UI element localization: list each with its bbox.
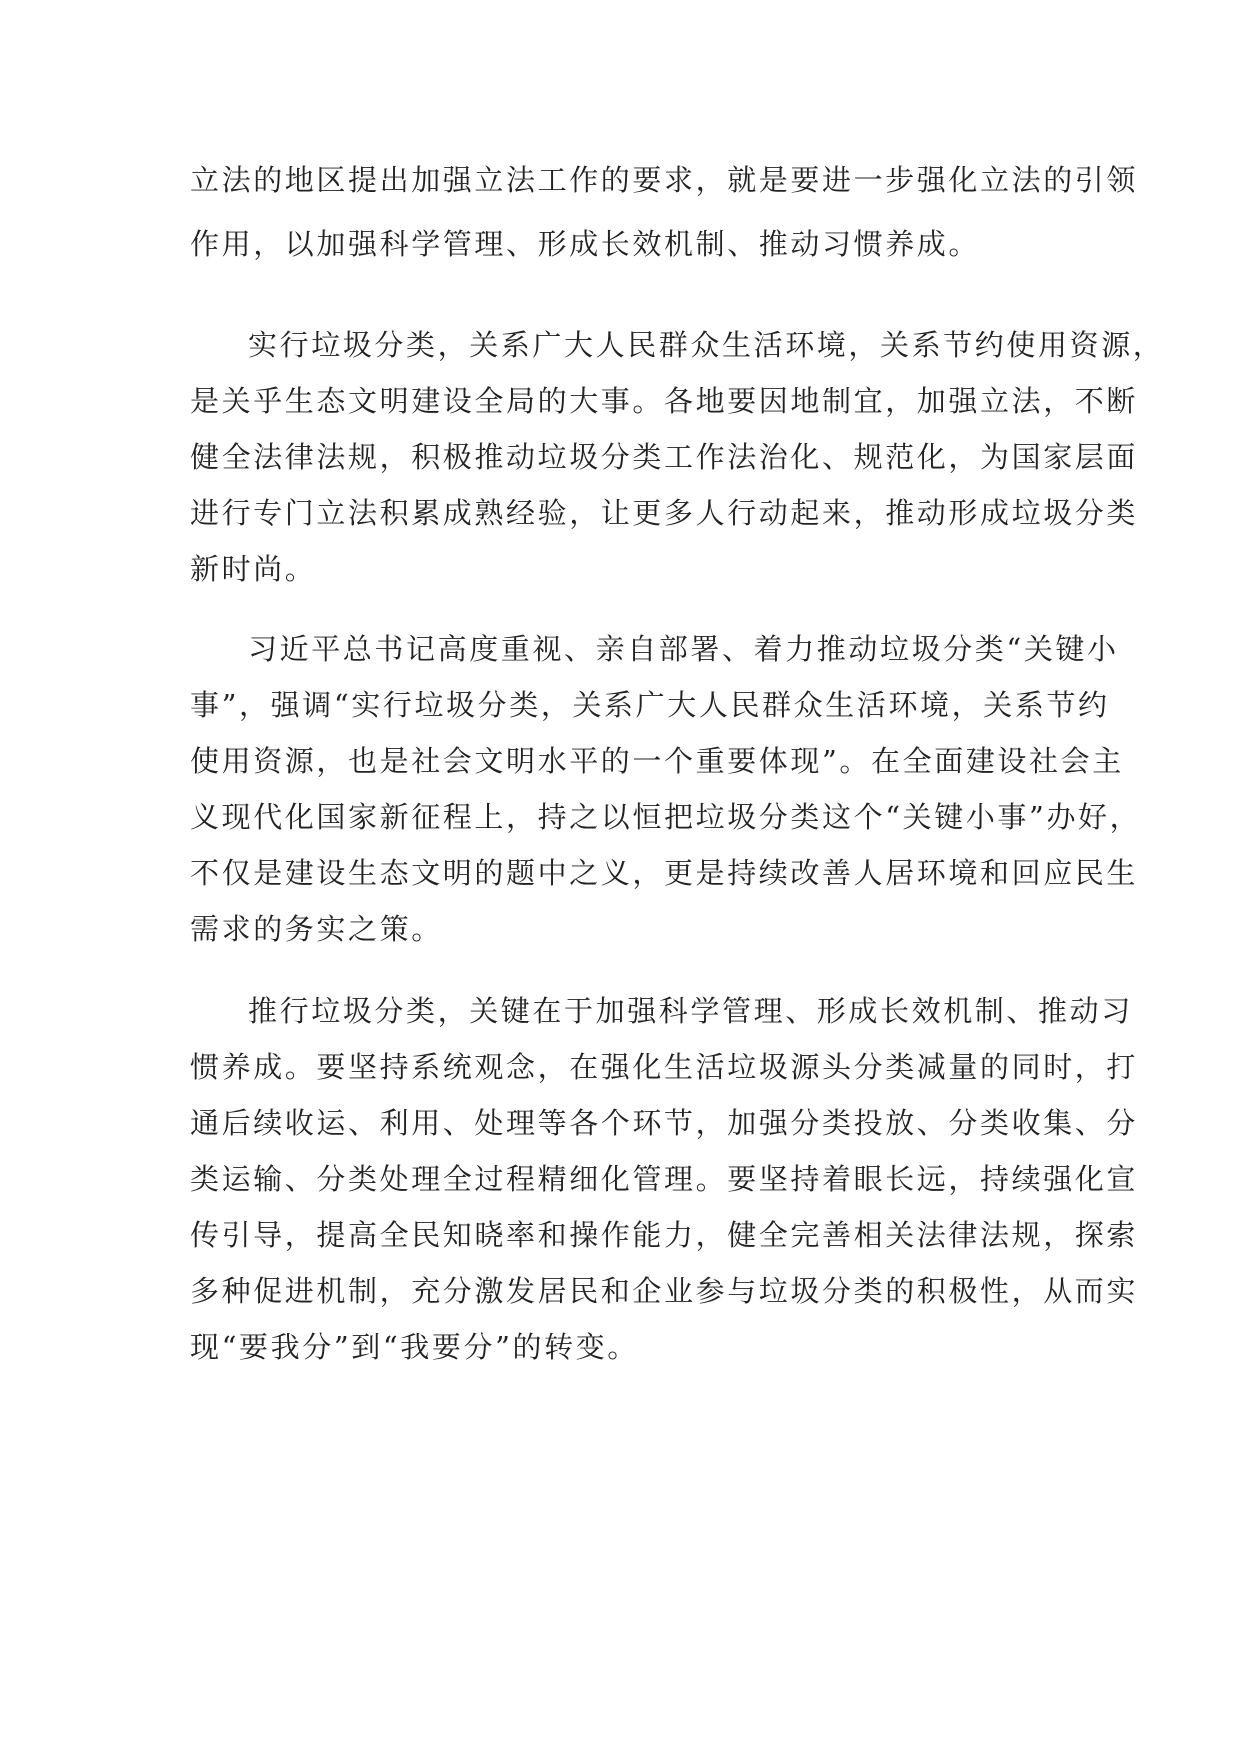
paragraph-line: 是关乎生态文明建设全局的大事。各地要因地制宜，加强立法，不断: [190, 384, 1139, 418]
paragraph-line: 实行垃圾分类，关系广大人民群众生活环境，关系节约使用资源，: [248, 328, 1165, 362]
paragraph-line: 惯养成。要坚持系统观念，在强化生活垃圾源头分类减量的同时，打: [190, 1050, 1139, 1084]
paragraph-line: 作用，以加强科学管理、形成长效机制、推动习惯养成。: [190, 227, 981, 261]
paragraph-line: 立法的地区提出加强立法工作的要求，就是要进一步强化立法的引领: [190, 163, 1139, 197]
paragraph-line: 义现代化国家新征程上，持之以恒把垃圾分类这个“关键小事”办好，: [190, 800, 1142, 834]
paragraph-line: 类运输、分类处理全过程精细化管理。要坚持着眼长远，持续强化宣: [190, 1162, 1139, 1196]
paragraph-line: 通后续收运、利用、处理等各个环节，加强分类投放、分类收集、分: [190, 1106, 1139, 1140]
paragraph-2: [190, 317, 1165, 597]
paragraph-line: 进行专门立法积累成熟经验，让更多人行动起来，推动形成垃圾分类: [190, 496, 1139, 530]
paragraph-line: 新时尚。: [190, 552, 317, 586]
paragraph-line: 传引导，提高全民知晓率和操作能力，健全完善相关法律法规，探索: [190, 1218, 1139, 1252]
paragraph-line: 多种促进机制，充分激发居民和企业参与垃圾分类的积极性，从而实: [190, 1274, 1139, 1308]
paragraph-3: [190, 621, 1142, 957]
paragraph-line: 使用资源，也是社会文明水平的一个重要体现”。在全面建设社会主: [190, 744, 1124, 778]
paragraph-line: 现“要我分”到“我要分”的转变。: [190, 1330, 639, 1364]
paragraph-line: 健全法律法规，积极推动垃圾分类工作法治化、规范化，为国家层面: [190, 440, 1139, 474]
paragraph-line: 不仅是建设生态文明的题中之义，更是持续改善人居环境和回应民生: [190, 856, 1139, 890]
paragraph-4: [190, 983, 1139, 1375]
paragraph-line: 推行垃圾分类，关键在于加强科学管理、形成长效机制、推动习: [248, 994, 1133, 1028]
paragraph-line: 事”，强调“实行垃圾分类，关系广大人民群众生活环境，关系节约: [190, 688, 1110, 722]
paragraph-line: 习近平总书记高度重视、亲自部署、着力推动垃圾分类“关键小: [248, 632, 1119, 666]
paragraph-line: 需求的务实之策。: [190, 912, 443, 946]
paragraph-1: [190, 148, 1139, 276]
